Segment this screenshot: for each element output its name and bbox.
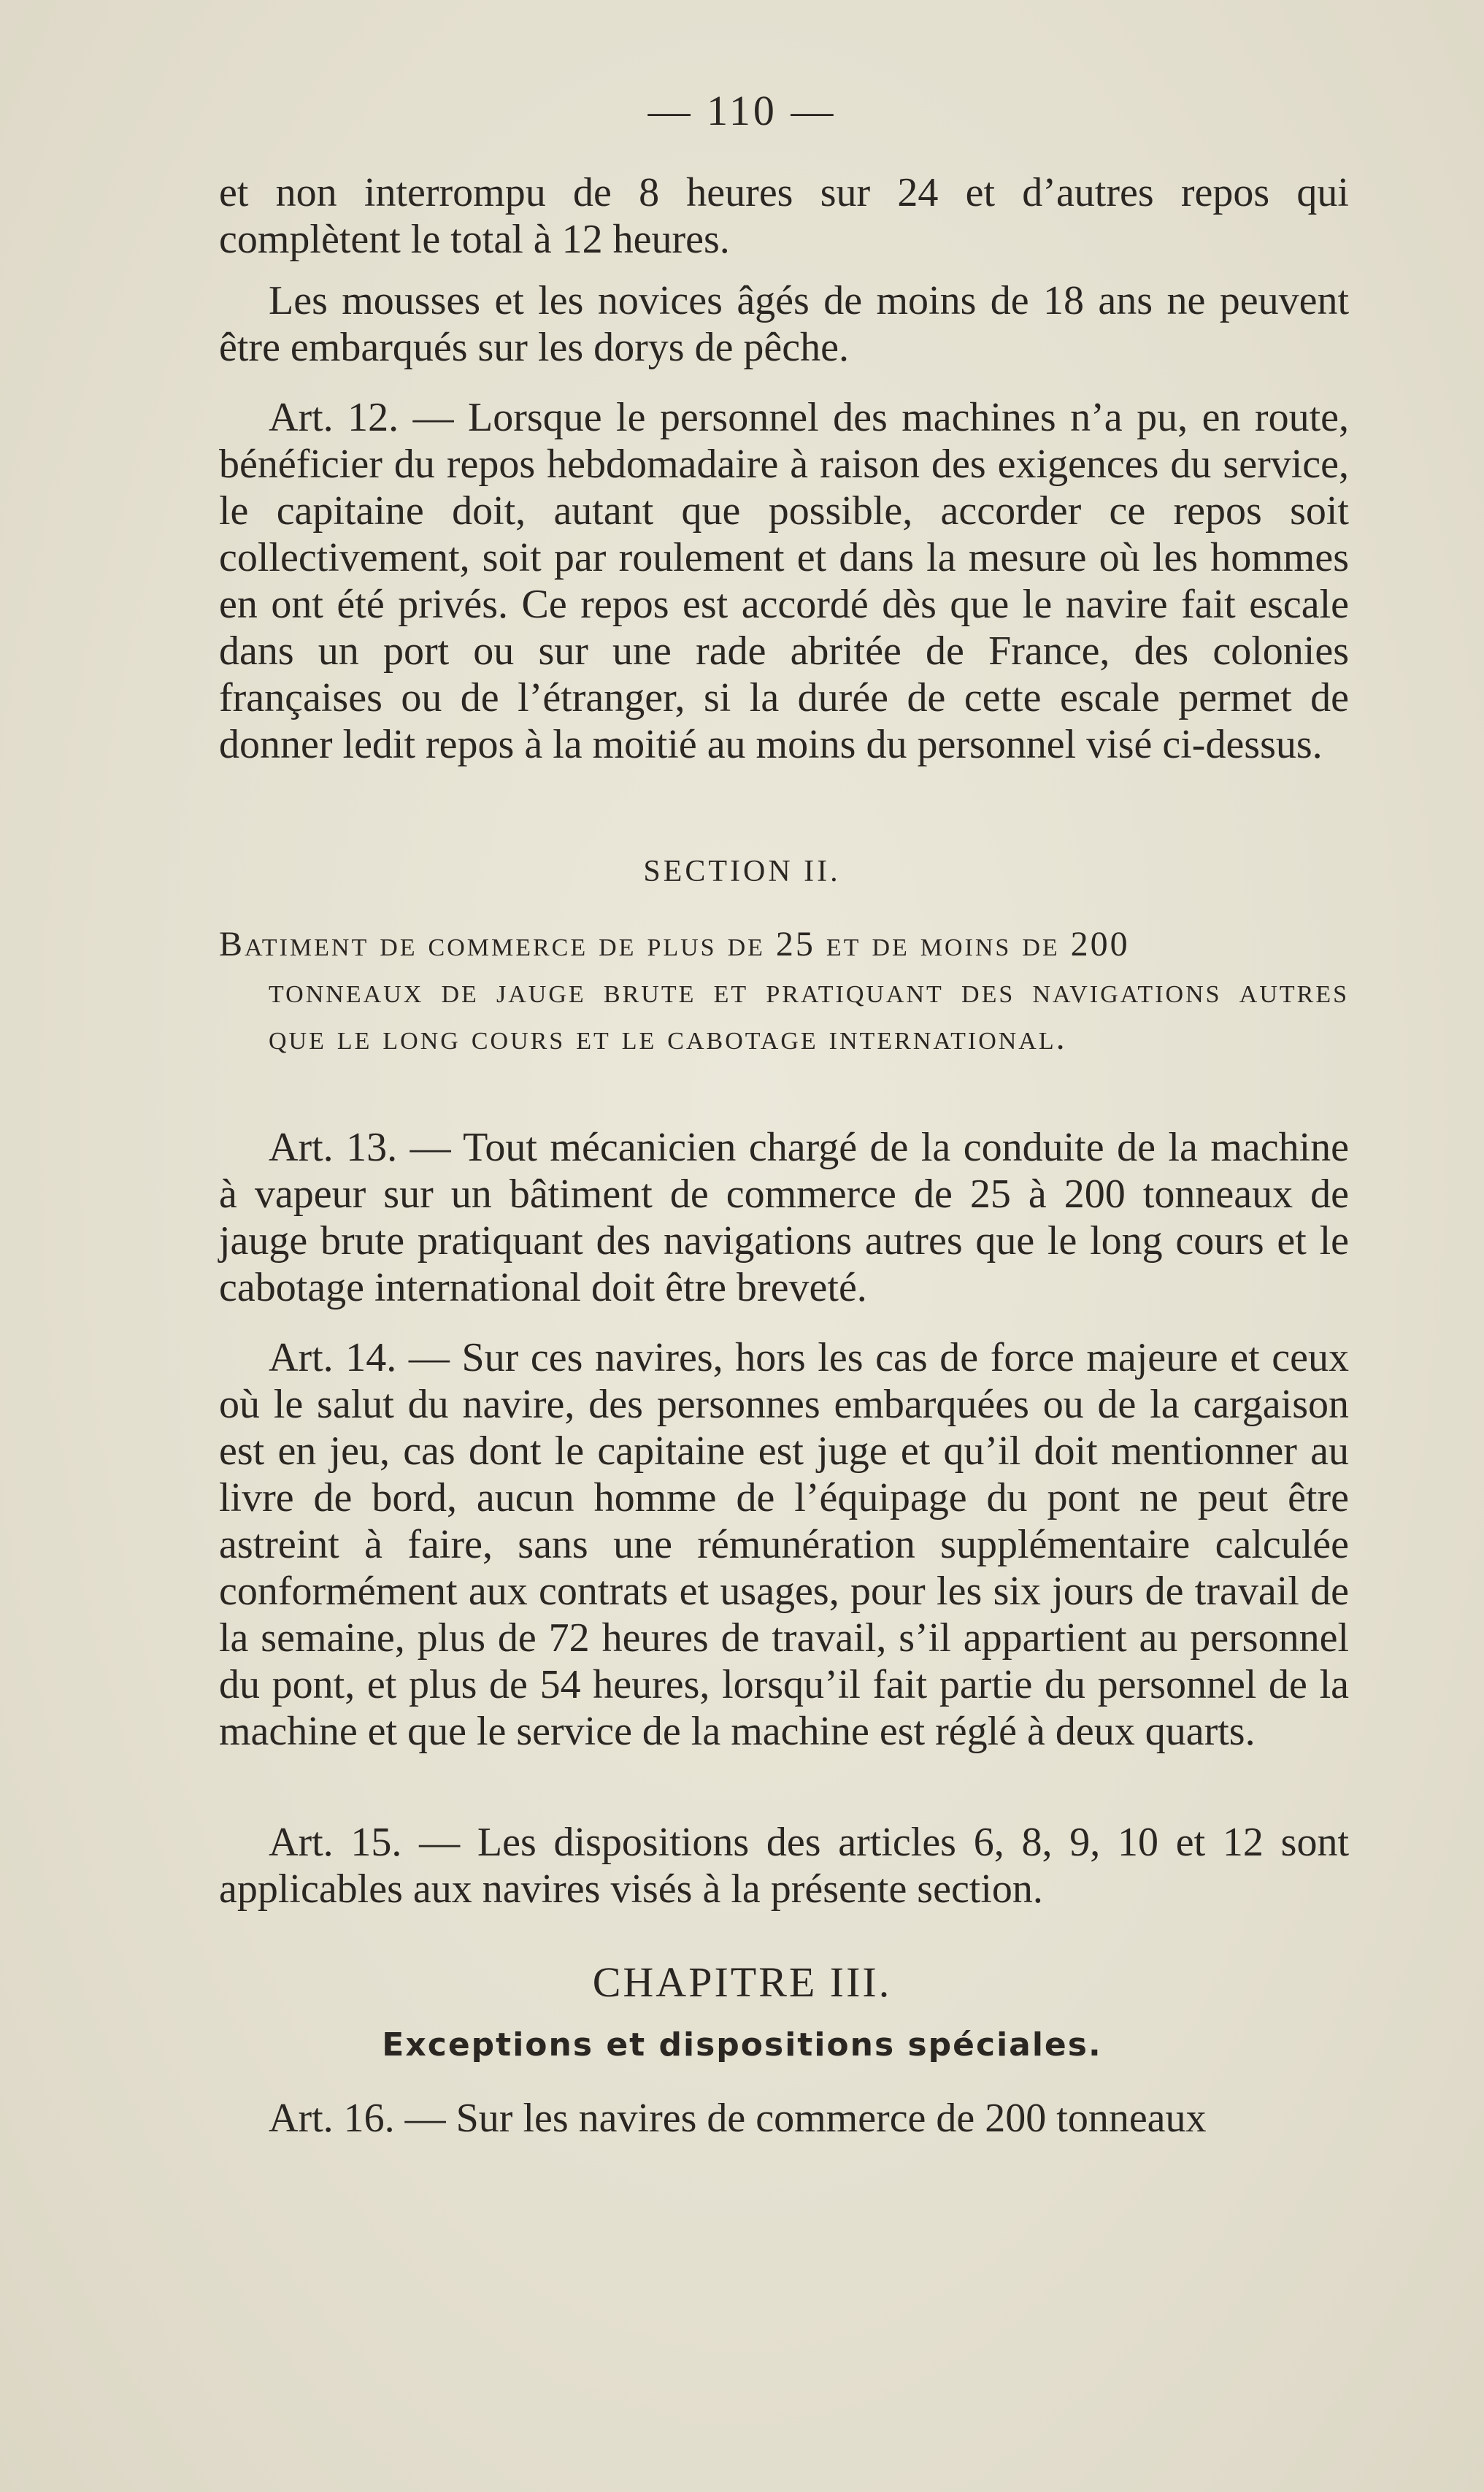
- page-number: — 110 —: [647, 87, 837, 134]
- paragraph-mousses: [219, 277, 1349, 371]
- article-16: [219, 2095, 1349, 2142]
- article-13: [219, 1124, 1349, 1311]
- article-15: [219, 1819, 1349, 1912]
- paragraph-text: Art. 14. — Sur ces navires, hors les cas de force majeure et ceux où le salut du navire, des personnes embarquées ou de la cargaison est en jeu, cas dont le capitaine est juge et qu’il doit mentionner au livre de bord, aucun homme de l’équipage du pont ne peut être astreint à faire, sans une rémunération supplémentaire calculée conformément aux contrats et usages, pour les six jours de travail de la semaine, plus de 72 heures de travail, s’il appartient au personnel du pont, et plus de 54 heures, lorsqu’il fait partie du personnel de la machine et que le service de la machine est réglé à deux quarts.: [219, 1335, 1349, 1754]
- paragraph-text: et non interrompu de 8 heures sur 24 et d’autres repos qui complètent le total à 12 heures.: [219, 170, 1349, 262]
- article-14: [219, 1334, 1349, 1755]
- paragraph-text: Art. 15. — Les dispositions des articles 6, 8, 9, 10 et 12 sont applicables aux navires visés à la présente section.: [219, 1820, 1349, 1912]
- chapter-label: CHAPITRE III.: [592, 1958, 892, 2006]
- paragraph-text: Art. 16. — Sur les navires de commerce de 200 tonneaux: [269, 2096, 1207, 2141]
- article-12: [219, 394, 1349, 768]
- section-title: [219, 921, 1349, 1061]
- section-title-rest: tonneaux de jauge brute et pratiquant des navigations autres que le long cours et le cabotage international.: [269, 972, 1349, 1057]
- paragraph-text: Art. 13. — Tout mécanicien chargé de la conduite de la machine à vapeur sur un bâtiment de commerce de 25 à 200 tonneaux de jauge brute pratiquant des navigations autres que le long cours et le cabotage international doit être breveté.: [219, 1125, 1349, 1310]
- paragraph-text: Les mousses et les novices âgés de moins de 18 ans ne peuvent être embarqués sur les dorys de pêche.: [219, 278, 1349, 370]
- paragraph-text: Art. 12. — Lorsque le personnel des machines n’a pu, en route, bénéficier du repos hebdomadaire à raison des exigences du service, le capitaine doit, autant que possible, accorder ce repos soit collectivement, soit par roulement et dans la mesure où les hommes en ont été privés. Ce repos est accordé dès que le navire fait escale dans un port ou sur une rade abritée de France, des colonies françaises ou de l’étranger, si la durée de cette escale permet de donner ledit repos à la moitié au moins du personnel visé ci-dessus.: [219, 395, 1349, 767]
- chapter-subtitle: Exceptions et dispositions spéciales.: [382, 2026, 1102, 2064]
- paragraph-continuation: [219, 169, 1349, 263]
- section-label: SECTION II.: [643, 855, 841, 888]
- section-title-line1: Batiment de commerce de plus de 25 et de moins de 200: [219, 925, 1130, 964]
